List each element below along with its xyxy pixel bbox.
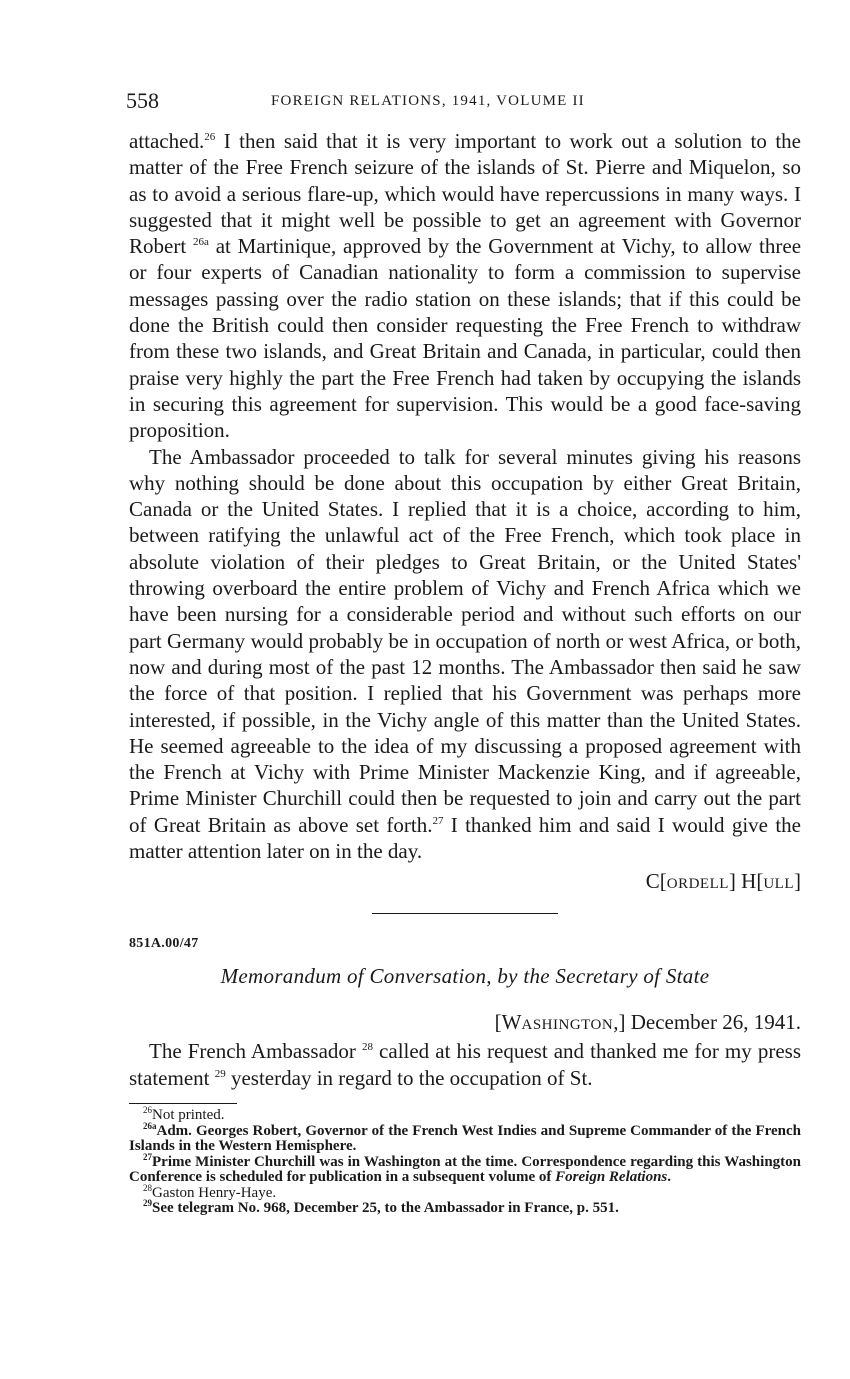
page-number: 558 (126, 88, 159, 113)
footnote-ref-28[interactable]: 28 (361, 1041, 373, 1054)
document-title: Memorandum of Conversation, by the Secretary of State (220, 964, 710, 989)
footnote-ref-26[interactable]: 26 (204, 131, 216, 143)
footnote-29: $^{29}$See telegram No. 968, December 25, to the Ambassador in France, p. 551. (143, 1198, 619, 1217)
running-head (126, 88, 801, 116)
ambassador-paragraph: The Ambassador proceeded to talk for several minutes giving his reasons why nothing should be done about this occupation by either Great Britain, Canada or the United States. I replied that it is a choice, according to him, between ratifying the unlawful act of the Free French, which took place in absolute violation of their pledges to Great Britain, or the United States' throwing overboard the entire problem of Vichy and French Africa which we have been nursing for a considerable period and without such efforts on our part Germany would probably be in occupation of north or west Africa, or both, now and during most of the past 12 months. The Ambassador then said he saw the force of that position. I replied that his Government was perhaps more interested, if possible, in the Vichy angle of this matter than the United States. He seemed agreeable to the idea of my discussing a proposed agreement with the French at Vichy with Prime Minister Mackenzie King, and if agreeable, Prime Minister Churchill could then be requested to join and carry out the part of Great Britain as above set forth.$^{27}$ I thanked him and said I would give the matter attention later on in the day. (129, 444, 801, 864)
footnote-26: $^{26}$Not printed. (143, 1104, 225, 1123)
continued-paragraph: attached.$^{26}$ I then said that it is very important to work out a solution to the matter of the Free French seizure of the islands of St. Pierre and Miquelon, so as to avoid a serious flare-up, which would have repercussions in many ways. I suggested that it might well be possible to get an agreement with Governor Robert $^{26a}$ at Martinique, approved by the Government at Vichy, to allow three or four experts of Canadian nationality to form a commission to supervise messages passing over the radio station on these islands; that if this could be done the British could then consider requesting the Free French to withdraw from these two islands, and Great Britain and Canada, in particular, could then praise very highly the part the Free French had taken by occupying the islands in securing this agreement for supervision. This would be a good face-saving proposition. (129, 129, 802, 443)
footnote-ref-29[interactable]: 29 (214, 1067, 226, 1080)
signature: C[ORDELL] H[ULL] (645, 869, 801, 894)
footnote-ref-27[interactable]: 27 (432, 814, 444, 827)
section-divider (372, 913, 558, 914)
dateline: [WASHINGTON,] December 26, 1941. (494, 1010, 801, 1035)
footnotes (129, 1104, 801, 1217)
running-title: FOREIGN RELATIONS, 1941, VOLUME II (271, 93, 585, 109)
footnote-27: $^{27}$Prime Minister Churchill was in Washington at the time. Correspondence regarding this Washington Conference is scheduled for publication in a subsequent volume of Foreign Relations. (129, 1151, 801, 1186)
file-number: 851A.00/47 (129, 936, 199, 952)
footnote-divider (129, 1103, 237, 1104)
memorandum-opening: The French Ambassador $^{28}$ called at his request and thanked me for my press statement $^{29}$ yesterday in regard to the occupation of St. (129, 1039, 801, 1090)
footnote-ref-26a[interactable]: 26a (192, 236, 209, 249)
footnote-28: $^{28}$Gaston Henry-Haye. (143, 1182, 277, 1201)
footnote-26a: $^{26a}$Adm. Georges Robert, Governor of the French West Indies and Supreme Commander of the French Islands in the Western Hemisphere. (129, 1120, 801, 1155)
document-page (126, 88, 802, 1217)
